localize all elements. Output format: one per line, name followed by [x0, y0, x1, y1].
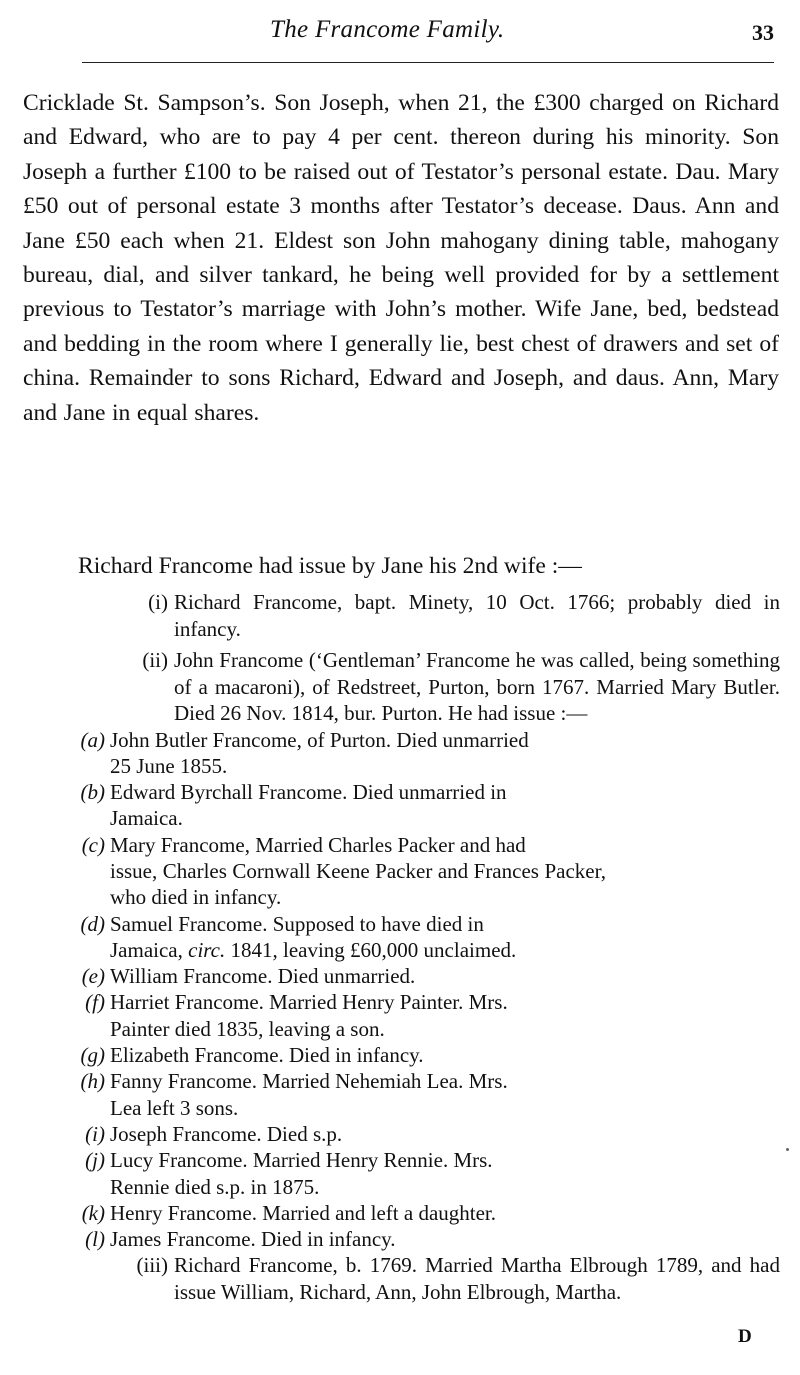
sub-marker: (d)	[80, 911, 105, 936]
sub-entry-c	[81, 832, 606, 911]
sub-entry-j	[85, 1147, 606, 1200]
sub-entry-g	[80, 1042, 606, 1068]
sub-marker: (k)	[81, 1200, 105, 1225]
entry-marker: (i)	[148, 590, 168, 614]
page-header	[0, 12, 800, 52]
sub-text: Joseph Francome. Died s.p.	[110, 1121, 343, 1146]
sub-text: Harriet Francome. Married Henry Painter. Mrs.	[110, 990, 508, 1015]
sub-marker: (i)	[85, 1121, 105, 1146]
signature-mark: D	[738, 1326, 752, 1347]
sub-text: Elizabeth Francome. Died in infancy.	[110, 1043, 424, 1068]
sub-text: William Francome. Died unmarried.	[110, 964, 416, 989]
page-number: 33	[752, 20, 774, 45]
sub-marker: (a)	[80, 727, 105, 752]
sub-text-continued	[110, 937, 606, 963]
sub-text-continued: Lea left 3 sons.	[110, 1095, 239, 1120]
sub-entry-d	[80, 911, 606, 964]
sub-text-continued: Jamaica.	[110, 806, 183, 831]
sub-text-continued: Painter died 1835, leaving a son.	[110, 1016, 385, 1041]
sub-text: Mary Francome, Married Charles Packer and had	[110, 832, 526, 857]
issue-intro: Richard Francome had issue by Jane his 2nd wife :—	[78, 553, 582, 579]
sub-marker: (h)	[80, 1069, 105, 1094]
entry-text: John Francome (‘Gentleman’ Francome he was called, being something of a macaroni), of Redstreet, Purton, born 1767. Married Mary Butler. Died 26 Nov. 1814, bur. Purton. He had issue :—	[174, 648, 780, 725]
entry-text: Richard Francome, b. 1769. Married Martha Elbrough 1789, and had issue William, Richard, Ann, John Elbrough, Martha.	[174, 1253, 780, 1304]
sub-text-part: Jamaica,	[110, 937, 189, 962]
sub-entry-h	[80, 1068, 606, 1121]
sub-text: Samuel Francome. Supposed to have died in	[110, 911, 484, 936]
sub-marker: (j)	[85, 1148, 105, 1173]
sub-marker: (b)	[80, 780, 105, 805]
sub-text: James Francome. Died in infancy.	[110, 1227, 396, 1252]
sub-entry-l	[85, 1226, 606, 1252]
sub-entry-e	[81, 963, 606, 989]
sub-text-continued: issue, Charles Cornwall Keene Packer and Frances Packer, who died in infancy.	[110, 858, 606, 910]
sub-text-italic: circ.	[188, 937, 226, 962]
print-speck	[786, 1148, 789, 1151]
sub-marker: (f)	[85, 990, 105, 1015]
issue-entry-iii	[136, 1252, 780, 1305]
sub-text: Lucy Francome. Married Henry Rennie. Mrs.	[110, 1148, 493, 1173]
sub-text-continued: Rennie died s.p. in 1875.	[110, 1174, 320, 1199]
sub-entry-f	[85, 989, 606, 1042]
running-title: The Francome Family.	[270, 16, 505, 43]
sub-text-continued: 25 June 1855.	[110, 753, 228, 778]
sub-marker: (c)	[81, 832, 105, 857]
sub-entry-a	[80, 727, 606, 780]
issue-entry-ii	[142, 647, 780, 727]
sub-text: Edward Byrchall Francome. Died unmarried in	[110, 780, 507, 805]
entry-text: Richard Francome, bapt. Minety, 10 Oct. 1766; probably died in infancy.	[174, 590, 780, 641]
sub-marker: (l)	[85, 1227, 105, 1252]
sub-entry-k	[81, 1200, 606, 1226]
entry-marker: (ii)	[142, 648, 168, 672]
sub-text: Henry Francome. Married and left a daughter.	[110, 1200, 497, 1225]
entry-marker: (iii)	[136, 1253, 168, 1278]
sub-entry-b	[80, 779, 606, 832]
issue-list	[0, 589, 800, 1305]
sub-entry-i	[85, 1121, 606, 1147]
will-paragraph: Cricklade St. Sampson’s. Son Joseph, when 21, the £300 charged on Richard and Edward, who are to pay 4 per cent. thereon during his minority. Son Joseph a further £100 to be raised out of Testator’s personal estate. Dau. Mary £50 out of personal estate 3 months after Testator’s decease. Daus. Ann and Jane £50 each when 21. Eldest son John mahogany dining table, mahogany bureau, dial, and silver tankard, he being well provided for by a settlement previous to Testator’s marriage with John’s mother. Wife Jane, bed, bedstead and bedding in the room where I generally lie, best chest of drawers and set of china. Remainder to sons Richard, Edward and Joseph, and daus. Ann, Mary and Jane in equal shares.	[23, 90, 779, 426]
sub-marker: (g)	[80, 1043, 105, 1068]
sub-text: John Butler Francome, of Purton. Died unmarried	[110, 727, 529, 752]
issue-entry-i	[148, 589, 780, 642]
john-issue-list	[0, 727, 800, 1253]
sub-marker: (e)	[81, 964, 105, 989]
sub-text-part: 1841, leaving £60,000 unclaimed.	[225, 937, 517, 962]
body-text	[23, 86, 779, 430]
sub-text: Fanny Francome. Married Nehemiah Lea. Mrs.	[110, 1069, 508, 1094]
header-rule	[82, 62, 774, 63]
